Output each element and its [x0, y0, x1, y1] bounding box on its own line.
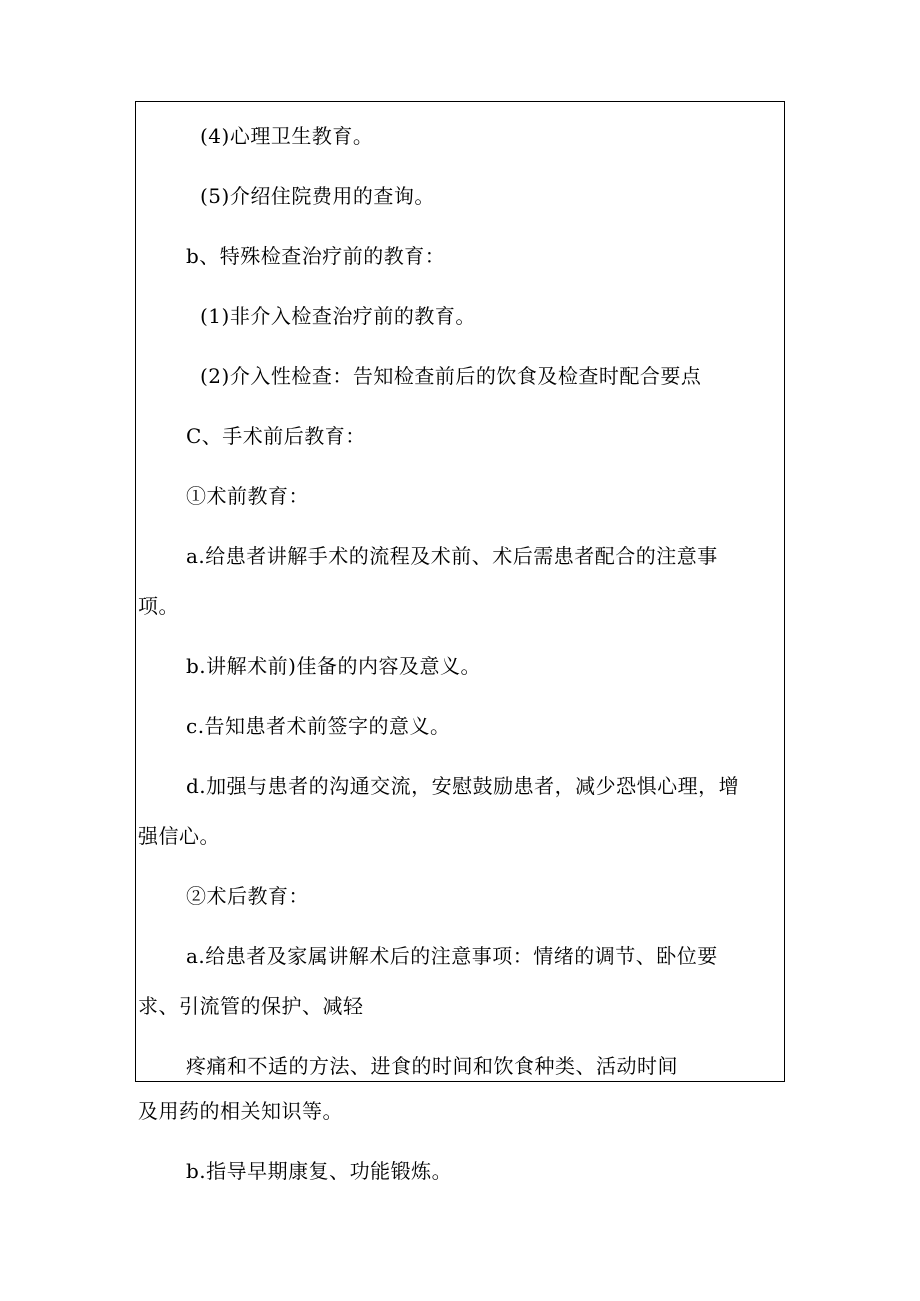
- text-line-15: a.给患者及家属讲解术后的注意事项：情绪的调节、卧位要: [186, 944, 718, 968]
- text-line-17: 疼痛和不适的方法、进食的时间和饮食种类、活动时间: [186, 1054, 678, 1078]
- text-line-12: d.加强与患者的沟通交流，安慰鼓励患者，减少恐惧心理，增: [186, 774, 740, 798]
- text-line-5: (2)介入性检查：告知检查前后的饮食及检查时配合要点: [200, 364, 702, 388]
- text-line-8: a.给患者讲解手术的流程及术前、术后需患者配合的注意事: [186, 544, 718, 568]
- text-line-19: b.指导早期康复、功能锻炼。: [186, 1159, 453, 1183]
- text-line-14: ②术后教育：: [186, 884, 309, 908]
- text-line-1: (4)心理卫生教育。: [200, 124, 374, 148]
- text-line-13: 强信心。: [138, 824, 220, 848]
- text-line-18: 及用药的相关知识等。: [138, 1099, 343, 1123]
- text-line-9: 项。: [138, 594, 179, 618]
- text-line-4: (1)非介入检查治疗前的教育。: [200, 304, 476, 328]
- text-line-7: ①术前教育：: [186, 484, 309, 508]
- text-line-3: b、特殊检查治疗前的教育：: [186, 244, 446, 268]
- text-line-2: (5)介绍住院费用的查询。: [200, 184, 435, 208]
- text-line-10: b.讲解术前)佳备的内容及意义。: [186, 654, 481, 678]
- text-line-11: c.告知患者术前签字的意义。: [186, 714, 451, 738]
- text-line-6: C、手术前后教育：: [186, 424, 366, 448]
- text-line-16: 求、引流管的保护、减轻: [138, 994, 364, 1018]
